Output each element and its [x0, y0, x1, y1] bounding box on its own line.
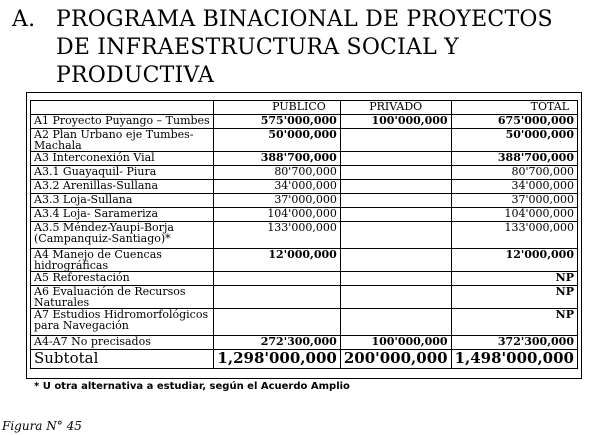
subtotal-publico: 1,298'000,000 [214, 350, 340, 369]
table-row [31, 208, 578, 222]
row-publico: 575'000,000 [214, 115, 340, 129]
row-label: A5 Reforestación [31, 272, 214, 286]
table-row [31, 152, 578, 166]
table-row [31, 166, 578, 180]
row-privado: 100'000,000 [340, 115, 451, 129]
row-publico: 80'700,000 [214, 166, 340, 180]
row-total: NP [451, 272, 577, 286]
row-total: 37'000,000 [451, 194, 577, 208]
row-publico: 388'700,000 [214, 152, 340, 166]
table-row [31, 286, 578, 309]
title-line-1 [12, 6, 592, 34]
row-total: 104'000,000 [451, 208, 577, 222]
table-row [31, 309, 578, 336]
subtotal-label: Subtotal [31, 350, 214, 369]
projects-table [30, 100, 578, 369]
row-label: A4 Manejo de Cuencas hidrográficas [31, 249, 214, 272]
row-total: 50'000,000 [451, 129, 577, 152]
row-privado: 100'000,000 [340, 336, 451, 350]
row-label: A2 Plan Urbano eje Tumbes-Machala [31, 129, 214, 152]
page-title [12, 6, 592, 90]
row-label: A3 Interconexión Vial [31, 152, 214, 166]
row-label: A3.1 Guayaquil- Piura [31, 166, 214, 180]
row-total: NP [451, 286, 577, 309]
row-privado [340, 249, 451, 272]
table-row [31, 129, 578, 152]
row-publico [214, 272, 340, 286]
row-label: A6 Evaluación de Recursos Naturales [31, 286, 214, 309]
row-label: A3.3 Loja-Sullana [31, 194, 214, 208]
row-total: 372'300,000 [451, 336, 577, 350]
row-privado [340, 152, 451, 166]
title-text-1: PROGRAMA BINACIONAL DE PROYECTOS [56, 7, 553, 32]
row-label: A3.2 Arenillas-Sullana [31, 180, 214, 194]
row-total: 80'700,000 [451, 166, 577, 180]
row-publico: 104'000,000 [214, 208, 340, 222]
row-privado [340, 208, 451, 222]
table-row [31, 194, 578, 208]
row-privado [340, 309, 451, 336]
row-total: NP [451, 309, 577, 336]
section-letter: A. [12, 7, 36, 32]
row-total: 388'700,000 [451, 152, 577, 166]
row-label: A3.4 Loja- Sarameriza [31, 208, 214, 222]
subtotal-row [31, 350, 578, 369]
row-label: A4-A7 No precisados [31, 336, 214, 350]
table-row [31, 180, 578, 194]
row-total: 34'000,000 [451, 180, 577, 194]
row-publico: 37'000,000 [214, 194, 340, 208]
row-publico [214, 286, 340, 309]
row-publico: 12'000,000 [214, 249, 340, 272]
row-privado [340, 166, 451, 180]
row-privado [340, 222, 451, 249]
figure-caption: Figura N° 45 [2, 419, 82, 433]
table-row [31, 115, 578, 129]
title-line-2: DE INFRAESTRUCTURA SOCIAL Y PRODUCTIVA [56, 35, 459, 88]
row-total: 675'000,000 [451, 115, 577, 129]
footnote: * U otra alternativa a estudiar, según el Acuerdo Amplio [34, 381, 350, 392]
subtotal-total: 1,498'000,000 [451, 350, 577, 369]
row-label: A3.5 Méndez-Yaupi-Borja (Campanquiz-Santiago)* [31, 222, 214, 249]
table-row [31, 222, 578, 249]
table-header-row [31, 101, 578, 115]
row-publico [214, 309, 340, 336]
table-row [31, 249, 578, 272]
subtotal-privado: 200'000,000 [340, 350, 451, 369]
row-total: 133'000,000 [451, 222, 577, 249]
row-publico: 50'000,000 [214, 129, 340, 152]
row-privado [340, 194, 451, 208]
row-privado [340, 129, 451, 152]
row-privado [340, 286, 451, 309]
table-row [31, 272, 578, 286]
row-publico: 34'000,000 [214, 180, 340, 194]
row-privado [340, 180, 451, 194]
table-row [31, 336, 578, 350]
row-publico: 133'000,000 [214, 222, 340, 249]
row-label: A7 Estudios Hidromorfológicos para Navegación [31, 309, 214, 336]
row-label: A1 Proyecto Puyango – Tumbes [31, 115, 214, 129]
row-total: 12'000,000 [451, 249, 577, 272]
header-label [31, 101, 214, 115]
header-privado: PRIVADO [340, 101, 451, 115]
row-privado [340, 272, 451, 286]
header-publico: PUBLICO [214, 101, 340, 115]
header-total: TOTAL [451, 101, 577, 115]
row-publico: 272'300,000 [214, 336, 340, 350]
